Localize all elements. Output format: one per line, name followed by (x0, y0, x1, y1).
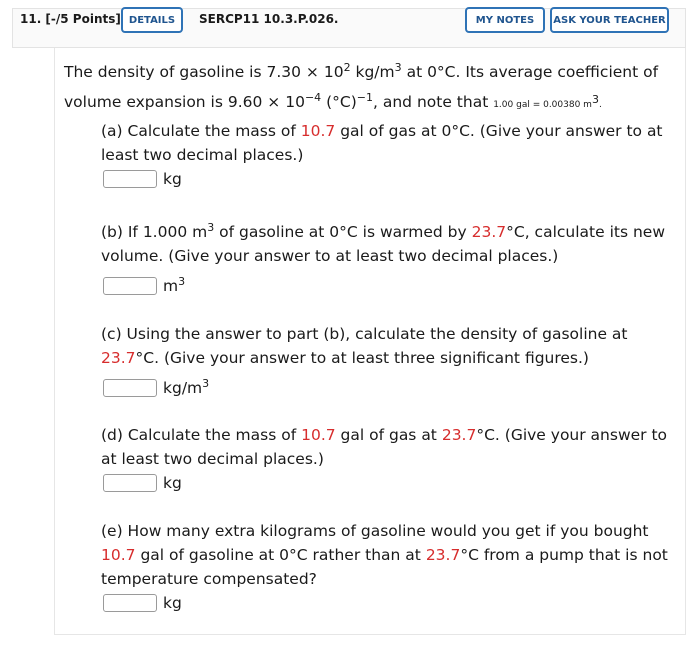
exponent: −1 (356, 90, 373, 104)
ask-your-teacher-button[interactable]: ASK YOUR TEACHER (550, 7, 669, 33)
prompt-text: °C. (Give your answer to at least two decimal places.) (101, 426, 668, 468)
unit-text: m (163, 277, 179, 295)
exponent: 3 (394, 60, 402, 74)
exponent: 3 (591, 93, 599, 106)
given-value: 10.7 (301, 426, 336, 444)
part-a-answer-input[interactable] (103, 170, 157, 188)
part-e-prompt (101, 519, 671, 591)
prompt-text: °C. (Give your answer to at least three significant figures.) (135, 349, 589, 367)
unit-text: kg/m (163, 379, 203, 397)
problem-code: SERCP11 10.3.P.026. (199, 12, 339, 26)
part-d-answer (103, 472, 182, 494)
unit-label (163, 274, 186, 295)
conversion-note-end: . (598, 100, 602, 110)
intro-text: kg/m (350, 63, 395, 81)
exponent: 3 (207, 220, 215, 234)
given-value: 10.7 (300, 122, 336, 140)
part-e-answer-input[interactable] (103, 594, 157, 612)
unit-label: kg (163, 594, 182, 612)
part-d-prompt (101, 423, 671, 471)
conversion-note (493, 93, 602, 110)
unit-label: kg (163, 170, 182, 188)
part-b-answer (103, 275, 185, 297)
unit-exponent: 3 (202, 376, 210, 390)
unit-label: kg (163, 474, 182, 492)
question-number: 11. [-/5 Points] (20, 12, 121, 26)
part-a-prompt (101, 119, 671, 167)
part-e-answer (103, 592, 182, 614)
exponent: −4 (304, 90, 322, 104)
intro-text: (°C) (321, 93, 357, 111)
prompt-text: (e) How many extra kilograms of gasoline would you get if you bought (101, 522, 649, 540)
prompt-text: of gasoline at 0°C is warmed by (214, 223, 472, 241)
part-c-answer-input[interactable] (103, 379, 157, 397)
given-value: 23.7 (425, 546, 461, 564)
problem-intro (64, 57, 679, 120)
intro-text: The density of gasoline is 7.30 × 10 (64, 63, 344, 81)
given-value: 23.7 (101, 349, 136, 367)
prompt-text: (a) Calculate the mass of (101, 122, 301, 140)
part-b-answer-input[interactable] (103, 277, 157, 295)
prompt-text: (d) Calculate the mass of (101, 426, 302, 444)
part-a-answer (103, 168, 182, 190)
given-value: 10.7 (101, 546, 136, 564)
part-c-prompt (101, 322, 671, 370)
exponent: 2 (343, 60, 351, 74)
given-value: 23.7 (471, 223, 507, 241)
part-b-prompt (101, 220, 671, 268)
prompt-text: gal of gasoline at 0°C rather than at (135, 546, 426, 564)
prompt-text: gal of gas at 0°C. (Give your answer to at least two decimal places.) (101, 122, 663, 164)
conversion-note-text: 1.00 gal = 0.00380 m (493, 100, 592, 110)
unit-exponent: 3 (178, 274, 186, 288)
part-c-answer (103, 377, 209, 399)
prompt-text: °C from a pump that is not temperature compensated? (101, 546, 668, 588)
part-d-answer-input[interactable] (103, 474, 157, 492)
my-notes-button[interactable]: MY NOTES (465, 7, 545, 33)
details-button[interactable]: DETAILS (121, 7, 183, 33)
prompt-text: (b) If 1.000 m (101, 223, 208, 241)
prompt-text: (c) Using the answer to part (b), calculate the density of gasoline at (101, 325, 628, 343)
intro-text: , and note that (373, 93, 494, 111)
unit-label (163, 376, 210, 397)
intro-text: at 0°C. Its average coefficient of volume expansion is 9.60 × 10 (64, 63, 659, 111)
given-value: 23.7 (441, 426, 477, 444)
prompt-text: °C, calculate its new volume. (Give your answer to at least two decimal places.) (101, 223, 665, 265)
prompt-text: gal of gas at (335, 426, 442, 444)
